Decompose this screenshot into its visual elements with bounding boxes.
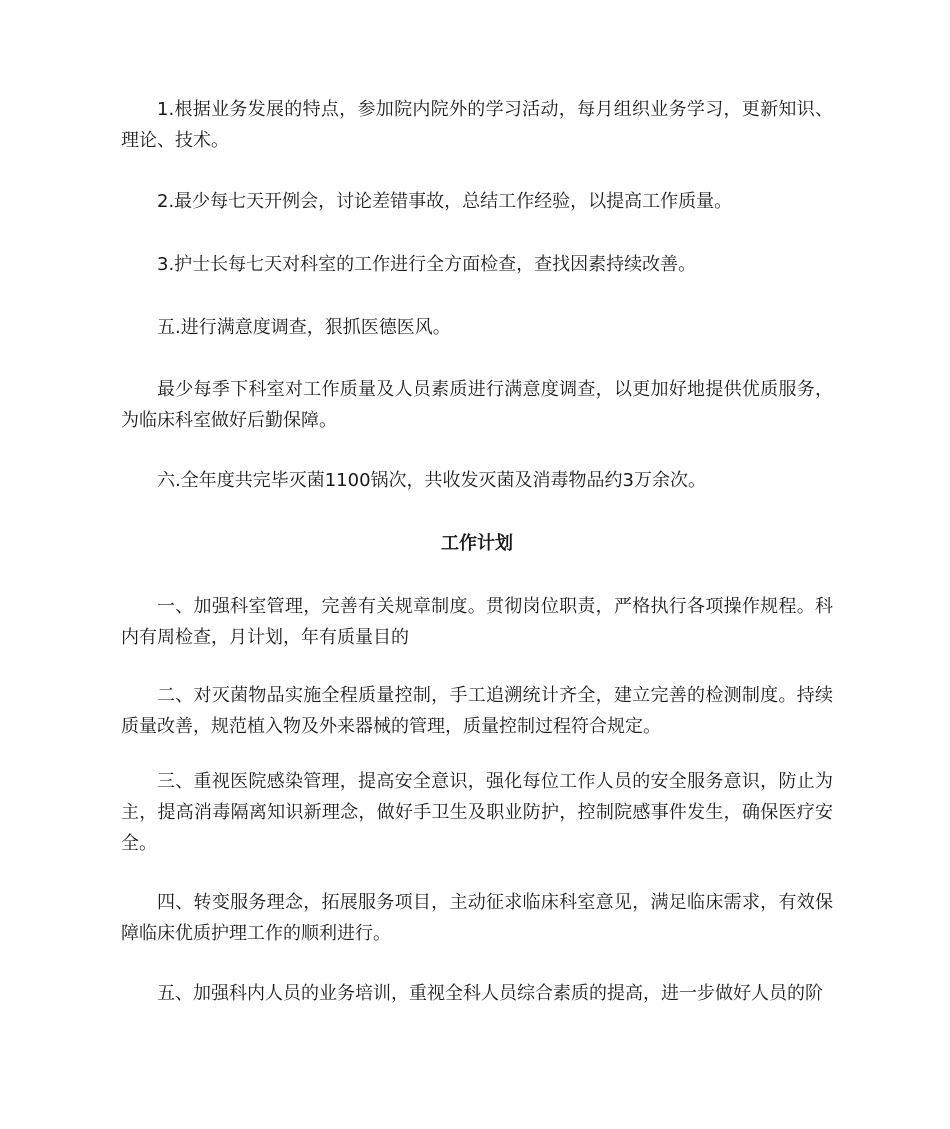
paragraph-plan-management: 一、加强科室管理，完善有关规章制度。贯彻岗位职责，严格执行各项操作规程。科内有周检查，月计划，年有质量目的 — [121, 596, 833, 648]
paragraph-learning: 1.根据业务发展的特点，参加院内院外的学习活动，每月组织业务学习，更新知识、理论、技术。 — [121, 99, 833, 151]
paragraph-head-nurse-check: 3.护士长每七天对科室的工作进行全方面检查，查找因素持续改善。 — [157, 254, 697, 275]
paragraph-satisfaction-survey: 五.进行满意度调查，狠抓医德医风。 — [157, 317, 451, 338]
paragraph-weekly-meeting: 2.最少每七天开例会，讨论差错事故，总结工作经验，以提高工作质量。 — [157, 191, 733, 212]
paragraph-plan-infection-control: 三、重视医院感染管理，提高安全意识，强化每位工作人员的安全服务意识，防止为主，提高消毒隔离知识新理念，做好手卫生及职业防护，控制院感事件发生，确保医疗安全。 — [121, 771, 833, 854]
paragraph-plan-quality-control: 二、对灭菌物品实施全程质量控制，手工追溯统计齐全，建立完善的检测制度。持续质量改善，规范植入物及外来器械的管理，质量控制过程符合规定。 — [121, 685, 833, 737]
paragraph-plan-service: 四、转变服务理念，拓展服务项目，主动征求临床科室意见，满足临床需求，有效保障临床优质护理工作的顺利进行。 — [121, 892, 833, 944]
section-title: 工作计划 — [441, 533, 513, 554]
paragraph-plan-training: 五、加强科内人员的业务培训，重视全科人员综合素质的提高，进一步做好人员的阶 — [157, 983, 823, 1004]
paragraph-quarterly-survey: 最少每季下科室对工作质量及人员素质进行满意度调查，以更加好地提供优质服务，为临床科室做好后勤保障。 — [121, 379, 833, 431]
paragraph-sterilization-total: 六.全年度共完毕灭菌1100锅次，共收发灭菌及消毒物品约3万余次。 — [157, 470, 706, 491]
